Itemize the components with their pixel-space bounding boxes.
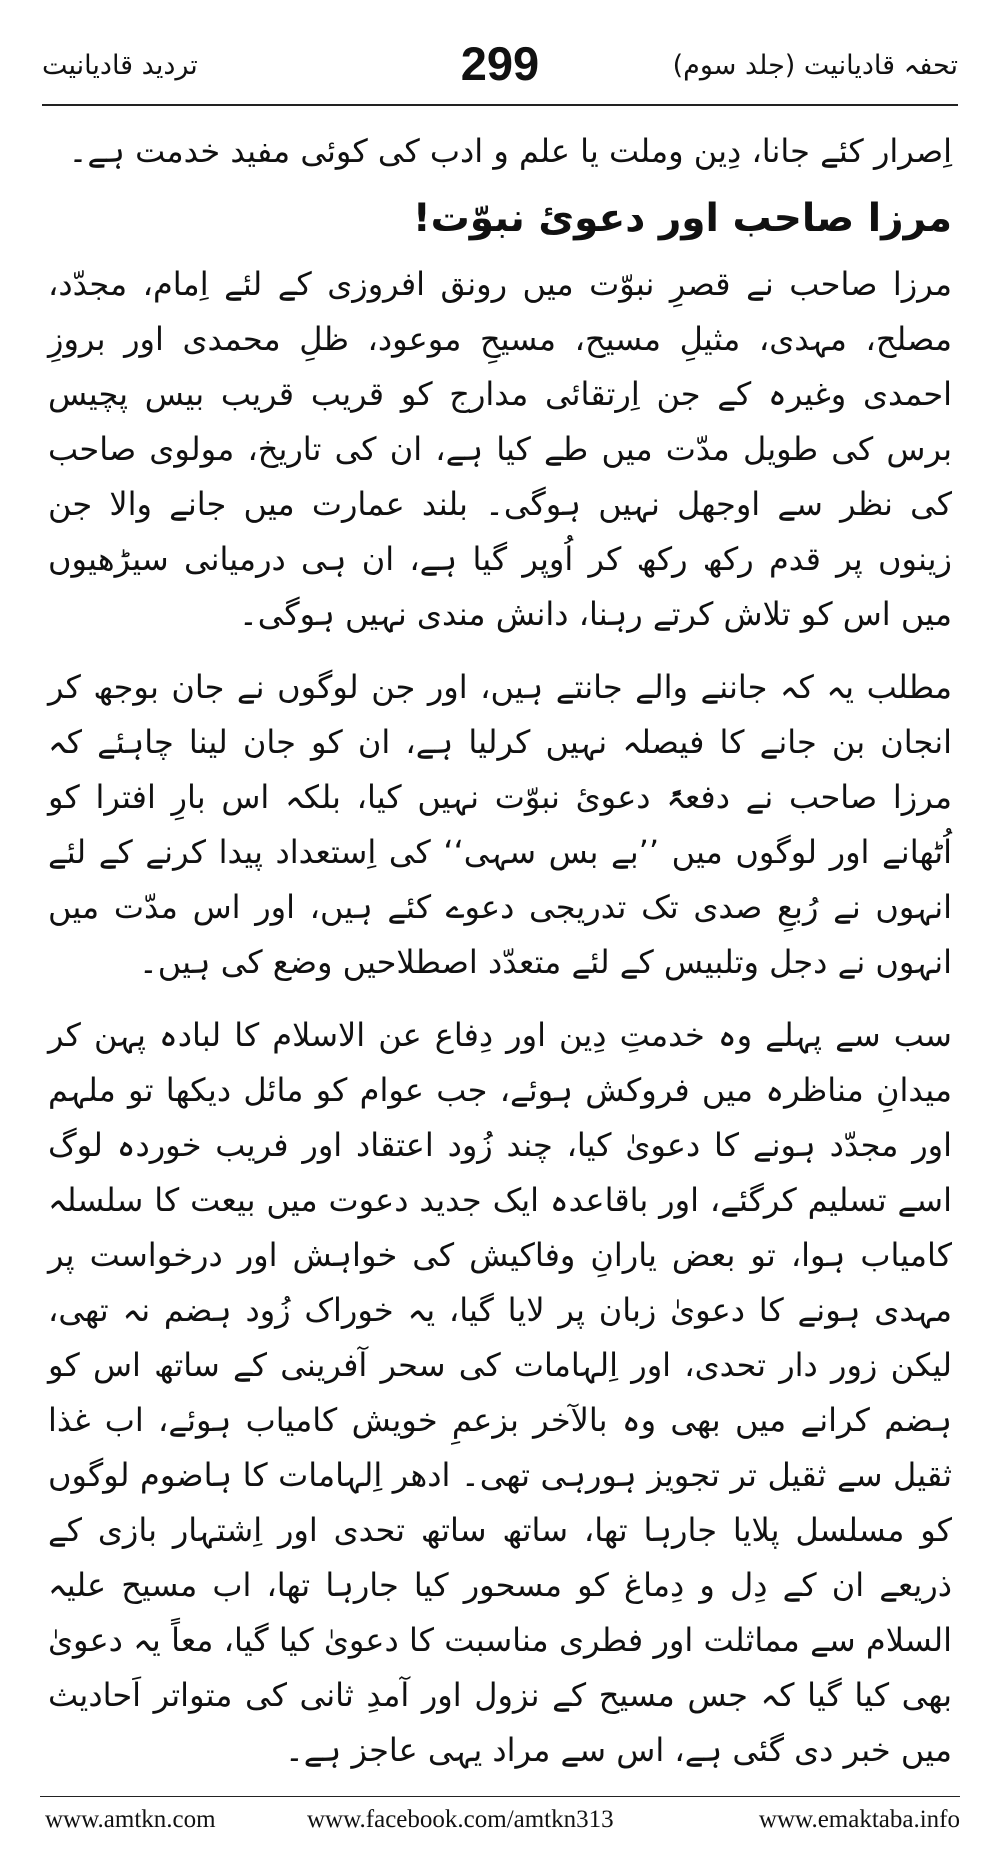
page-header — [42, 30, 958, 110]
footer-link-emaktaba[interactable]: www.emaktaba.info — [758, 1806, 960, 1833]
footer-divider — [40, 1796, 960, 1797]
section-heading: مرزا صاحب اور دعویٔ نبوّت! — [412, 196, 952, 241]
page-body — [48, 124, 953, 1769]
intro-line: اِصرار کئے جانا، دِین وملت یا علم و ادب کی کوئی مفید خدمت ہے۔ — [68, 132, 952, 170]
section-title: تردید قادیانیت — [42, 50, 198, 81]
paragraph-3: سب سے پہلے وہ خدمتِ دِین اور دِفاع عن الاسلام کا لبادہ پہن کر میدانِ مناظرہ میں فروکش ہوئے، جب عوام کو مائل دیکھا تو ملہم اور مجدّد ہونے کا دعویٰ کیا، چند زُود اعتقاد اور فریب خوردہ لوگ اسے تسلیم کرگئے، اور باقاعدہ ایک جدید دعوت میں بیعت کا سلسلہ کامیاب ہوا، تو بعض یارانِ وفاکیش کی خواہش اور درخواست پر مہدی ہونے کا دعویٰ زبان پر لایا گیا، یہ خوراک زُود ہضم نہ تھی، لیکن زور دار تحدی، اور اِلہامات کی سحر آفرینی کے ساتھ اس کو ہضم کرانے میں بھی وہ بالآخر بزعمِ خویش کامیاب ہوئے، اب غذا ثقیل سے ثقیل تر تجویز ہورہی تھی۔ ادھر اِلہامات کا ہاضوم لوگوں کو مسلسل پلایا جارہا تھا، ساتھ ساتھ تحدی اور اِشتہار بازی کے ذریعے ان کے دِل و دِماغ کو مسحور کیا جارہا تھا، اب مسیح علیہ السلام سے مماثلت اور فطری مناسبت کا دعویٰ کیا گیا، معاً یہ دعویٰ بھی کیا گیا کہ جس مسیح کے نزول اور آمدِ ثانی کی متواتر اَحادیث میں خبر دی گئی ہے، اس سے مراد یہی عاجز ہے۔ — [48, 1016, 952, 1769]
page-footer — [45, 1806, 960, 1840]
header-divider — [42, 104, 958, 106]
paragraph-2: مطلب یہ کہ جاننے والے جانتے ہیں، اور جن لوگوں نے جان بوجھ کر انجان بن جانے کا فیصلہ نہیں کرلیا ہے، ان کو جان لینا چاہئے کہ مرزا صاحب نے دفعۃً دعویٔ نبوّت نہیں کیا، بلکہ اس بارِ افترا کو اُٹھانے اور لوگوں میں ’’بے بس سہی‘‘ کی اِستعداد پیدا کرنے کے لئے انہوں نے رُبعِ صدی تک تدریجی دعوے کئے ہیں، اور اس مدّت میں انہوں نے دجل وتلبیس کے لئے متعدّد اصطلاحیں وضع کی ہیں۔ — [48, 668, 953, 981]
page-number: 299 — [460, 37, 540, 90]
footer-link-facebook[interactable]: www.facebook.com/amtkn313 — [307, 1806, 614, 1833]
paragraph-1: مرزا صاحب نے قصرِ نبوّت میں رونق افروزی کے لئے اِمام، مجدّد، مصلح، مہدی، مثیلِ مسیح، مسیحِ موعود، ظلِ محمدی اور بروزِ احمدی وغیرہ کے جن اِرتقائی مدارج کو قریب قریب بیس پچیس برس کی طویل مدّت میں طے کیا ہے، ان کی تاریخ، مولوی صاحب کی نظر سے اوجھل نہیں ہوگی۔ بلند عمارت میں جانے والا جن زینوں پر قدم رکھ رکھ کر اُوپر گیا ہے، ان ہی درمیانی سیڑھیوں میں اس کو تلاش کرتے رہنا، دانش مندی نہیں ہوگی۔ — [48, 265, 952, 633]
book-title: تحفہ قادیانیت (جلد سوم) — [672, 50, 958, 81]
footer-link-amtkn[interactable]: www.amtkn.com — [45, 1806, 216, 1833]
